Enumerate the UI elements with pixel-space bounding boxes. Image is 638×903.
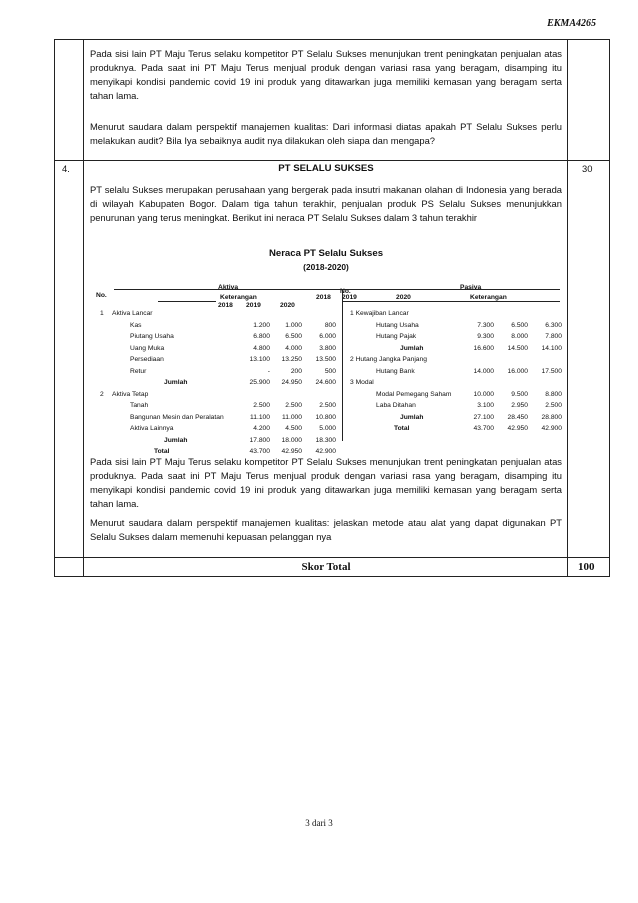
right-row-value: 9.300 (477, 333, 494, 340)
left-row-value: 6.800 (253, 333, 270, 340)
right-row-label: Hutang Usaha (376, 321, 419, 329)
right-row-label: Jumlah (400, 413, 424, 421)
right-row-label: Jumlah (400, 344, 424, 352)
header-2018-left: 2018 (218, 302, 233, 309)
left-row-value: 4.800 (253, 344, 270, 352)
balance-title: Neraca PT Selalu Sukses (268, 248, 384, 259)
right-row-value: 2.950 (511, 402, 528, 409)
balance-sheet (92, 282, 566, 455)
right-row-value: 16.600 (473, 344, 494, 352)
header-2018-right: 2018 (316, 294, 331, 301)
left-row-label: Tanah (130, 402, 149, 409)
left-row-value: 1.200 (253, 321, 270, 329)
q4-heading: PT SELALU SUKSES (278, 163, 374, 174)
right-row-value: 6.300 (545, 321, 562, 329)
header-pasiva: Pasiva (460, 284, 482, 291)
right-row-value: 7.300 (477, 321, 494, 329)
left-row-value: 42.900 (315, 448, 336, 455)
header-2019-left: 2019 (246, 302, 261, 309)
right-row-section-label: 2 Hutang Jangka Panjang (350, 356, 427, 363)
left-row-label: Piutang Usaha (130, 333, 174, 340)
right-row-value: 3.100 (477, 402, 494, 409)
left-row-label: Aktiva Lainnya (130, 425, 174, 432)
balance-subtitle: (2018-2020) (303, 262, 349, 272)
right-row-value: 8.000 (511, 333, 528, 340)
left-row-label: Persediaan (130, 356, 164, 363)
left-row-value: 18.300 (315, 436, 336, 444)
right-row-label: Laba Ditahan (376, 402, 416, 409)
row-divider-total (55, 557, 609, 558)
left-row-label: Total (154, 448, 170, 455)
left-row-value: 25.900 (249, 379, 270, 386)
left-row-value: 6.500 (285, 333, 302, 340)
left-row-value: 24.950 (281, 379, 302, 386)
page-footer: 3 dari 3 (305, 818, 333, 828)
right-row-value: 28.800 (541, 413, 562, 421)
q3-paragraph-2: Menurut saudara dalam perspektif manajemen kualitas: Dari informasi diatas apakah PT Selalu Sukses perlu melakukan audit? Bila Iya sebaiknya audit nya dilakukan oleh siapa dan mengapa? (90, 121, 562, 146)
right-row-value: 7.800 (545, 333, 562, 340)
right-row-label: Hutang Pajak (376, 333, 417, 340)
header-2020-right: 2020 (396, 294, 411, 301)
right-row-value: 42.950 (507, 425, 528, 432)
left-row-value: 10.800 (315, 413, 336, 421)
left-row-value: 43.700 (249, 448, 270, 455)
left-row-label: Retur (130, 367, 147, 375)
left-row-value: 500 (324, 367, 336, 375)
left-row-value: 1.000 (285, 321, 302, 329)
right-row-value: 14.100 (541, 344, 562, 352)
right-row-label: Total (394, 425, 410, 432)
left-row-value: 11.000 (282, 413, 302, 421)
right-row-value: 10.000 (473, 390, 494, 398)
header-keterangan-left: Keterangan (220, 294, 257, 301)
right-row-value: 28.450 (507, 413, 528, 421)
left-row-value: 11.100 (250, 413, 270, 421)
document-code: EKMA4265 (547, 18, 596, 29)
skor-total-value: 100 (578, 561, 595, 573)
left-row-value: 2.500 (253, 402, 270, 409)
header-no-left: No. (96, 292, 107, 299)
left-row-value: 6.000 (319, 333, 336, 340)
left-row-value: 13.500 (315, 356, 336, 363)
right-row-value: 14.500 (507, 344, 528, 352)
left-row-section-label: Aktiva Lancar (112, 310, 153, 317)
header-rule-right (342, 301, 560, 302)
balance-center-divider (342, 289, 343, 441)
left-row-value: 2.500 (319, 402, 336, 409)
left-row-value: 200 (290, 367, 302, 375)
left-row-label: Bangunan Mesin dan Peralatan (130, 413, 224, 421)
right-row-value: 8.800 (545, 390, 562, 398)
left-row-value: 13.250 (281, 356, 302, 363)
left-row-label: Jumlah (164, 436, 188, 444)
left-row-value: 42.950 (281, 448, 302, 455)
right-row-section-label: 1 Kewajiban Lancar (350, 310, 409, 317)
right-row-value: 14.000 (473, 367, 494, 375)
right-row-value: 17.500 (541, 367, 562, 375)
left-row-value: 4.000 (285, 344, 302, 352)
row-divider-q4 (55, 160, 609, 161)
left-row-label: Uang Muka (130, 344, 165, 352)
right-row-label: Modal Pemegang Saham (376, 390, 452, 398)
header-aktiva: Aktiva (218, 284, 239, 291)
q4-paragraph-1: Pada sisi lain PT Maju Terus selaku kompetitor PT Selalu Sukses menunjukan trent peningkatan penjualan atas produknya. Pada saat ini PT Maju Terus menjual produk dengan variasi rasa yang beragam, disamping itu menyikapi kondisi pandemic covid 19 ini produk yang ditawarkan juga memiliki kemasan yang beragam serta tahan lama. (90, 456, 562, 509)
left-row-number: 2 (100, 390, 104, 398)
left-row-value: 13.100 (249, 356, 270, 363)
right-row-label: Hutang Bank (376, 367, 415, 375)
header-rule-top (114, 289, 560, 290)
left-row-label: Jumlah (164, 379, 188, 386)
right-row-value: 16.000 (507, 367, 528, 375)
left-row-value: 2.500 (285, 402, 302, 409)
left-row-value: 18.000 (281, 436, 302, 444)
header-2020-left: 2020 (280, 302, 295, 309)
q4-paragraph-2: Menurut saudara dalam perspektif manajemen kualitas: jelaskan metode atau alat yang dapat digunakan PT Selalu Sukses dalam memenuhi kepuasan pelanggan nya (90, 517, 562, 542)
right-row-value: 6.500 (511, 321, 528, 329)
right-row-value: 27.100 (473, 413, 494, 421)
header-rule-sub (158, 301, 216, 302)
right-row-value: 42.900 (541, 425, 562, 432)
left-row-value: 800 (324, 321, 336, 329)
right-row-value: 43.700 (473, 425, 494, 432)
left-row-value: 3.800 (319, 344, 336, 352)
col-divider-score (567, 40, 568, 576)
left-row-value: 4.200 (253, 425, 270, 432)
right-row-value: 2.500 (545, 402, 562, 409)
left-row-section-label: Aktiva Tetap (112, 390, 149, 398)
col-divider-number (83, 40, 84, 576)
q4-score: 30 (582, 163, 593, 174)
left-row-value: 17.800 (249, 436, 270, 444)
left-row-value: 5.000 (319, 425, 336, 432)
left-row-value: 4.500 (285, 425, 302, 432)
q4-intro: PT selalu Sukses merupakan perusahaan yang bergerak pada insutri makanan olahan di Indonesia yang berada di wilayah Kabupaten Bogor. Dalam tiga tahun terakhir, penjualan produk PS Selalu Sukses menunjukkan penurunan yang terus meningkat. Berikut ini neraca PT Selalu Sukses dalam 3 tahun terakhir (90, 184, 562, 223)
right-row-section-label: 3 Modal (350, 379, 374, 386)
left-row-number: 1 (100, 310, 104, 317)
q4-number: 4. (62, 163, 70, 174)
left-row-value: 24.600 (315, 379, 336, 386)
header-keterangan-right: Keterangan (470, 294, 507, 301)
left-row-label: Kas (130, 321, 142, 329)
header-2019-right: 2019 (342, 294, 357, 301)
header-no-right: No. (340, 288, 351, 295)
q3-paragraph-1: Pada sisi lain PT Maju Terus selaku kompetitor PT Selalu Sukses menunjukan trent peningkatan penjualan atas produknya. Pada saat ini PT Maju Terus menjual produk dengan variasi rasa yang beragam, disamping itu menyikapi kondisi pandemic covid 19 ini produk yang ditawarkan juga memiliki kemasan yang beragam serta tahan lama. (90, 48, 562, 101)
left-row-value: - (267, 367, 270, 375)
skor-total-label: Skor Total (301, 561, 351, 573)
right-row-value: 9.500 (511, 390, 528, 398)
